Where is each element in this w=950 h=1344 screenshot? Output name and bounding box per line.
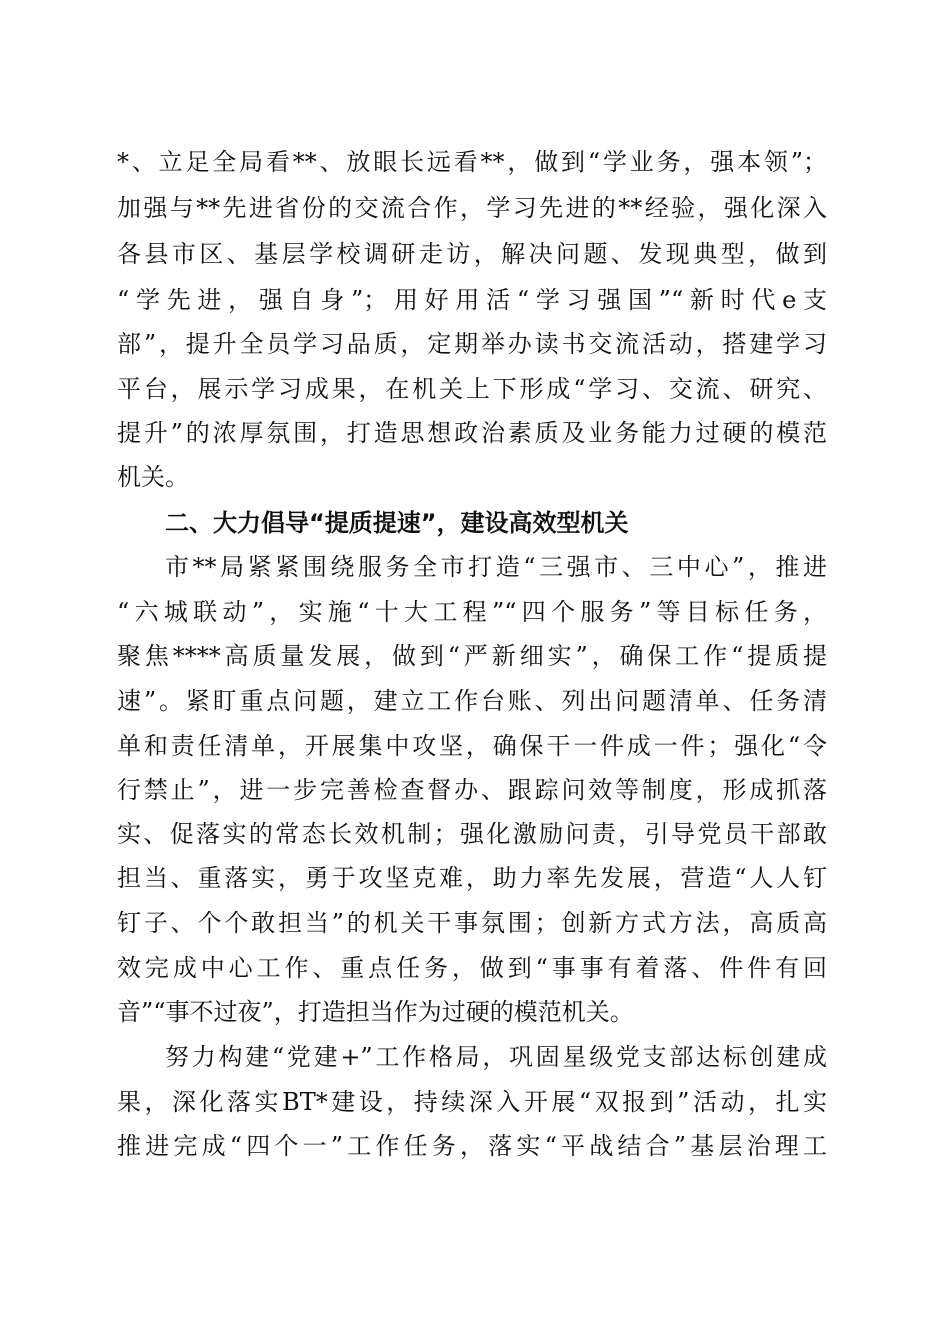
paragraph-1-line-6: 平台，展示学习成果，在机关上下形成“学习、交流、研究、 (117, 375, 827, 403)
paragraph-1-line-3: 各县市区、基层学校调研走访，解决问题、发现典型，做到 (117, 240, 827, 268)
paragraph-3-line-1: 努力构建“党建+”工作格局，巩固星级党支部达标创建成 (165, 1043, 827, 1071)
paragraph-2-line-6: 行禁止”，进一步完善检查督办、跟踪问效等制度，形成抓落 (117, 776, 827, 804)
paragraph-3-line-2: 果，深化落实BT*建设，持续深入开展“双报到”活动，扎实 (117, 1088, 827, 1116)
paragraph-2-line-8: 担当、重落实，勇于攻坚克难，助力率先发展，营造“人人钉 (117, 864, 827, 892)
paragraph-2-line-7: 实、促落实的常态长效机制；强化激励问责，引导党员干部敢 (117, 820, 827, 848)
paragraph-2-line-3: 聚焦****高质量发展，做到“严新细实”，确保工作“提质提 (117, 642, 827, 670)
paragraph-1-line-2: 加强与**先进省份的交流合作，学习先进的**经验，强化深入 (117, 194, 827, 222)
paragraph-1-line-4: “学先进，强自身”；用好用活“学习强国”“新时代e支 (117, 286, 827, 314)
section-heading: 二、大力倡导“提质提速”，建设高效型机关 (165, 509, 629, 537)
paragraph-2-line-10: 效完成中心工作、重点任务，做到“事事有着落、件件有回 (117, 954, 827, 982)
paragraph-2-line-1: 市**局紧紧围绕服务全市打造“三强市、三中心”，推进 (165, 553, 827, 581)
paragraph-2-line-5: 单和责任清单，开展集中攻坚，确保干一件成一件；强化“令 (117, 732, 827, 760)
paragraph-2-line-9: 钉子、个个敢担当”的机关干事氛围；创新方式方法，高质高 (117, 909, 827, 937)
paragraph-2-line-2: “六城联动”，实施“十大工程”“四个服务”等目标任务， (117, 598, 827, 626)
paragraph-2-line-4: 速”。紧盯重点问题，建立工作台账、列出问题清单、任务清 (117, 687, 827, 715)
paragraph-1-line-1: *、立足全局看**、放眼长远看**，做到“学业务，强本领”； (117, 148, 827, 176)
paragraph-3-line-3: 推进完成“四个一”工作任务，落实“平战结合”基层治理工 (117, 1132, 827, 1160)
paragraph-1-line-8: 机关。 (117, 463, 189, 491)
paragraph-2-line-11: 音”“事不过夜”，打造担当作为过硬的模范机关。 (117, 998, 634, 1026)
paragraph-1-line-5: 部”，提升全员学习品质，定期举办读书交流活动，搭建学习 (117, 330, 827, 358)
paragraph-1-line-7: 提升”的浓厚氛围，打造思想政治素质及业务能力过硬的模范 (117, 419, 827, 447)
